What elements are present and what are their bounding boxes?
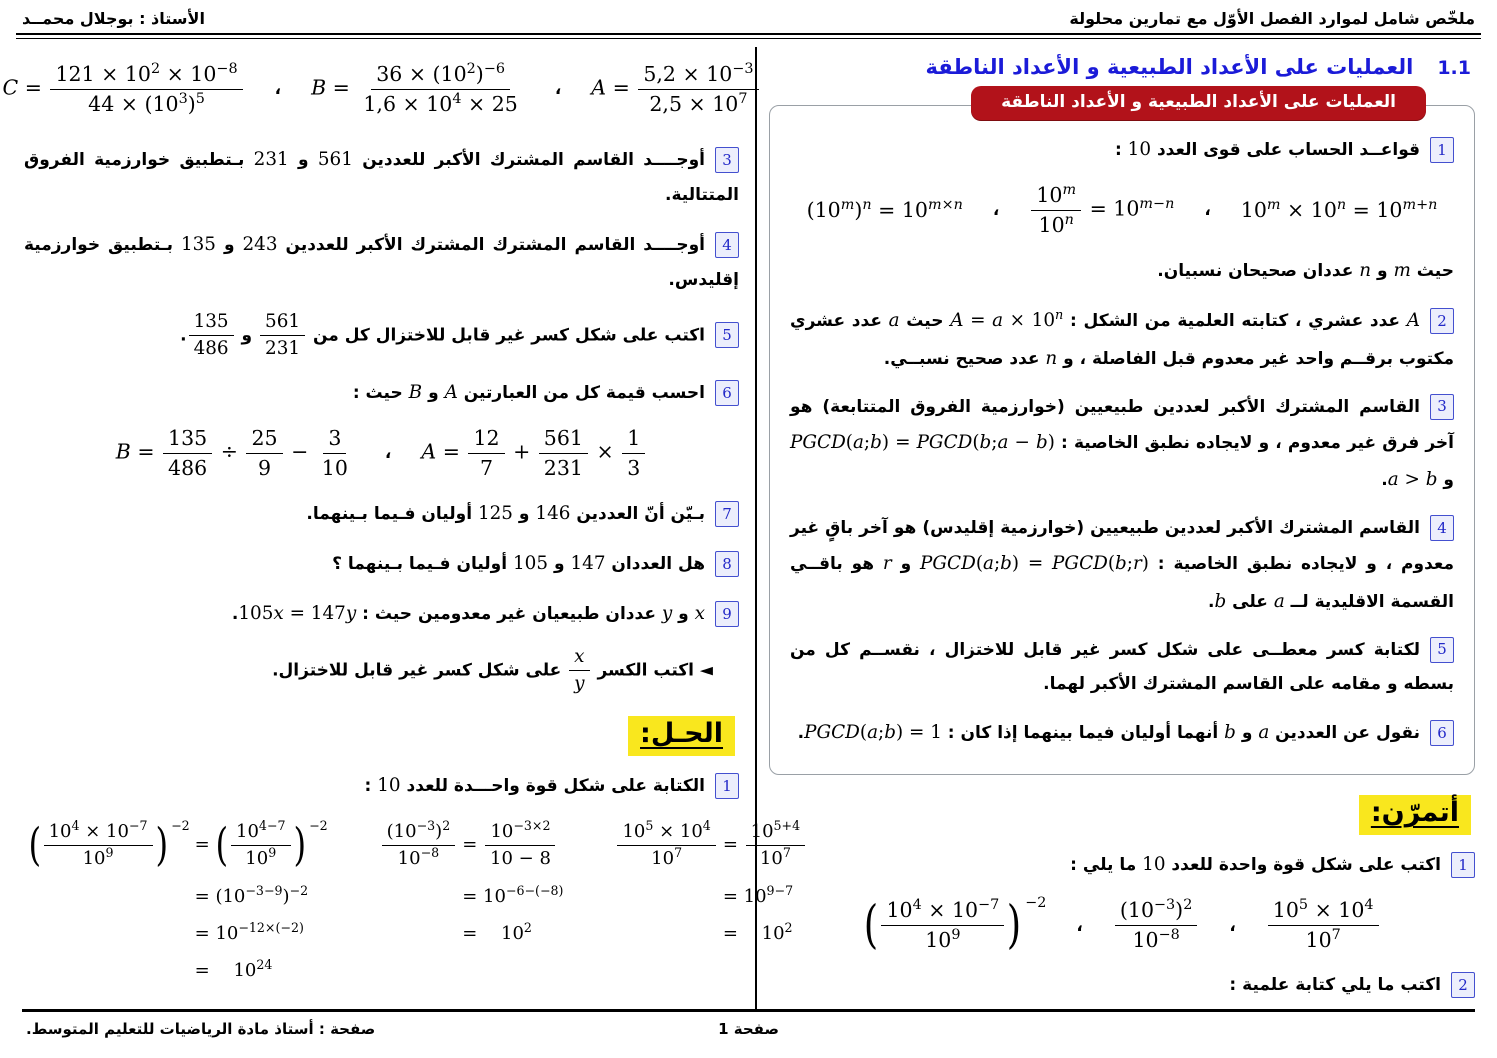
derivation-block [615, 820, 807, 944]
math-expression: 105 [513, 553, 549, 575]
math-expression: y [661, 603, 673, 625]
derivation-lhs [615, 820, 717, 870]
arabic-text: أوليان فـيما بـينهما. [306, 504, 478, 525]
fraction: $\frac{121 \times 10^2 \times 10^{-8}}{44 \times (10^3)^5}$ [50, 61, 242, 117]
arabic-text: عددان طبيعيان غير معدومين حيث : [356, 604, 662, 625]
arabic-text: لكتابة كسر معطــى على شكل كسر غير قابل للاختزال ، نقســم كل من بسطه و مقامه على القاسم المشترك الأكبر لهما. [790, 639, 1454, 694]
math-expression: B [408, 381, 423, 403]
arabic-text: و [1437, 470, 1454, 491]
page-footer [0, 1012, 1497, 1038]
derivation-step: = $(10^{-3-9})^{-2}$ [194, 883, 309, 908]
derivation-step: = $10^{-6-(-8)}$ [462, 883, 564, 908]
arabic-text: . [797, 723, 805, 744]
fraction: $\frac{(10^{-3})^2}{10^{-8}}$ [382, 820, 456, 870]
math-expression: 561 [317, 149, 353, 171]
math-expression: $10^m \times 10^n = 10^{m+n}$ [1240, 197, 1438, 223]
numbered-item [24, 545, 739, 582]
derivation-steps [195, 820, 328, 981]
item-text [24, 545, 739, 582]
item-number-badge: 5 [1430, 637, 1454, 663]
item-text [790, 633, 1454, 702]
two-column-layout [0, 39, 1497, 1009]
math-expression [1266, 897, 1381, 953]
derivation-step: = $\frac{10^{-3\times 2}}{10 - 8}$ [462, 820, 563, 870]
arabic-text: ما يلي : [1070, 855, 1143, 876]
arabic-comma: ، [554, 79, 562, 100]
fraction: $\frac{1}{3}$ [622, 425, 645, 481]
item-text [24, 767, 739, 804]
arabic-text: حيث [1410, 261, 1454, 282]
arabic-text: و [288, 150, 318, 171]
math-expression: a [1273, 590, 1285, 612]
item-text [790, 252, 1454, 289]
exercise-items [24, 141, 739, 696]
math-expression: PGCD(a;b) = PGCD(b;r) [920, 553, 1149, 575]
math-expression [1113, 897, 1199, 953]
derivation-steps [723, 820, 807, 944]
math-expression: 147 [570, 553, 606, 575]
arabic-text: حيث : [352, 382, 409, 403]
item-number-badge: 4 [1430, 515, 1454, 541]
math-expression: n [1045, 347, 1058, 369]
math-expression: PGCD(a;b) = 1 [804, 722, 942, 744]
math-expression: 125 [477, 503, 513, 525]
arabic-text: على شكل كسر غير قابل للاختزال. [272, 660, 568, 681]
math-expression: 10 [1142, 854, 1166, 876]
item-number-badge: 6 [1430, 720, 1454, 746]
math-expression: n [1359, 260, 1372, 282]
item-number-badge: 7 [715, 501, 739, 527]
arabic-text: بـتطبيق خوارزمية الفروق المتتالية. [24, 150, 739, 206]
derivation-block [380, 820, 564, 944]
derivation-step: = $10^{24}$ [194, 957, 273, 982]
item-text [790, 302, 1454, 376]
arabic-text: . [1207, 591, 1215, 612]
fraction: $\frac{3}{10}$ [321, 425, 348, 480]
arabic-text: ◄ اكتب الكسر [591, 660, 713, 681]
numbered-item [790, 714, 1454, 751]
arabic-text: عدد عشري ، كتابته العلمية من الشكل : [1063, 311, 1407, 332]
derivation-lhs [380, 820, 458, 870]
math-expression: x [694, 603, 705, 625]
item-text [790, 131, 1454, 168]
scientific-notation-expressions [2, 61, 754, 117]
arabic-text: القاسم المشترك الأكبر لعددين طبيعيين (خوارزمية إقليدس) هو آخر باقٍ غير معدوم ، و لايجاده نطبق الخاصية : [790, 518, 1455, 575]
arabic-text: أوجــــد القاسم المشترك المشترك الأكبر للعددين [277, 234, 705, 255]
arabic-text: و [422, 382, 445, 403]
derivation-block [28, 820, 328, 981]
item-text [790, 511, 1454, 619]
numbered-item [790, 131, 1454, 289]
arabic-text: الكتابة على شكل قوة واحـــدة للعدد [400, 776, 705, 797]
arabic-comma: ، [1229, 915, 1236, 936]
item-number-badge: 2 [1451, 972, 1475, 998]
fraction: $\frac{10^{5+4}}{10^7}$ [746, 820, 805, 870]
item-text [24, 374, 739, 411]
arabic-text: عددان صحيحان نسبيان. [1157, 261, 1360, 282]
left-column [2, 43, 801, 1009]
numbered-item [24, 767, 739, 804]
math-expression: m [1393, 260, 1411, 282]
summary-banner: العمليات على الأعداد الطبيعية و الأعداد الناطقة [971, 86, 1426, 120]
derivation-row [28, 818, 801, 982]
math-expression [187, 311, 236, 359]
item-text [769, 846, 1475, 883]
arabic-text: اكتب ما يلي كتابة علمية : [1229, 974, 1441, 995]
derivation-step: = $10^2$ [462, 920, 532, 945]
derivation-step: = $\frac{10^{5+4}}{10^7}$ [723, 820, 807, 870]
author-name: الأستاذ : بوجلال محمــد [22, 9, 205, 28]
math-expression: 10 [377, 775, 401, 797]
fraction: $\frac{10^{4-7}}{10^9}$ [231, 820, 290, 870]
math-expression: a > b [1387, 469, 1438, 491]
numbered-item [790, 511, 1454, 619]
arabic-text: بـتطبيق خوارزمية إقليدس. [24, 234, 739, 290]
arabic-text: عدد عشري مكتوب برقــم واحد غير معدوم قبل الفاصلة ، و [790, 311, 1454, 369]
derivation-step: = $10^{9-7}$ [722, 883, 794, 908]
fraction: $\frac{10^4 \times 10^{-7}}{10^9}$ [44, 820, 153, 870]
arabic-text: . [180, 325, 187, 346]
big-parens-group: ( $\frac{10^4 \times 10^{-7}}{10^9}$ ) −2 [28, 818, 190, 872]
math-expression: A = $\frac{12}{7}$ + $\frac{561}{231}$ × $\frac{1}{3}$ [421, 425, 647, 481]
derivation-step: = $10^2$ [722, 920, 793, 945]
item-number-badge: 2 [1430, 308, 1454, 334]
item-number-badge: 5 [715, 322, 739, 348]
fraction: $\frac{10^m}{10^n}$ [1031, 182, 1081, 238]
fraction: $\frac{561}{231}$ [260, 310, 305, 361]
fraction: $\frac{10^4 \times 10^{-7}}{10^9}$ [881, 897, 1004, 953]
fraction: $\frac{25}{9}$ [246, 425, 282, 481]
math-expression: B = $\frac{36 \times (10^2)^{-6}}{1,6 \times 10^4 \times 25}$ [311, 61, 525, 117]
math-row [24, 425, 739, 481]
item-number-badge: 4 [715, 232, 739, 258]
math-expression: A [444, 381, 458, 403]
solution-items [24, 767, 739, 804]
summary-box [769, 92, 1475, 775]
fraction: $\frac{10^{-3\times 2}}{10 - 8}$ [485, 820, 556, 870]
practice-title: أتمرّن: [1359, 795, 1471, 835]
numbered-item [24, 310, 739, 361]
numbered-item [24, 595, 739, 632]
arabic-text: و [548, 554, 571, 575]
math-expression [258, 311, 307, 359]
math-expression: A = $\frac{5,2 \times 10^{-3}}{2,5 \times 10^7}$ [591, 61, 760, 117]
fraction: $\frac{135}{486}$ [163, 425, 212, 481]
arabic-text: القاسم المشترك الأكبر لعددين طبيعيين (خوارزمية الفروق المتتابعة) هو آخر فرق غير معدوم ، و لايجاده نطبق الخاصية : [790, 396, 1455, 453]
numbered-item [790, 633, 1454, 702]
math-expression: 231 [253, 149, 289, 171]
math-expression: 243 [242, 233, 278, 255]
math-expression: b [1224, 722, 1236, 744]
page-number: صفحة 1 [718, 1020, 779, 1038]
arabic-text: نقول عن العددين [1269, 723, 1420, 744]
math-expression: 146 [535, 503, 571, 525]
numbered-item [24, 495, 739, 532]
document-title: ملخّص شامل لموارد الفصل الأوّل مع تمارين محلولة [1069, 9, 1475, 28]
numbered-item [24, 374, 739, 481]
right-column [761, 43, 1477, 1009]
item-text [24, 226, 739, 297]
item-number-badge: 6 [715, 380, 739, 406]
item-text [790, 714, 1454, 751]
arabic-comma: ، [1076, 915, 1083, 936]
math-expression: A [1406, 310, 1421, 332]
arabic-text: و [891, 554, 921, 575]
numbered-item [769, 846, 1475, 956]
item-text [769, 968, 1475, 1002]
derivation-lhs [28, 820, 190, 870]
math-expression: a [1258, 722, 1270, 744]
summary-items [790, 131, 1454, 751]
section-title: العمليات على الأعداد الطبيعية و الأعداد الناطقة [925, 55, 1414, 79]
fraction: $\frac{12}{7}$ [468, 425, 504, 481]
fraction: $\frac{5,2 \times 10^{-3}}{2,5 \times 10^7}$ [638, 61, 758, 117]
arabic-text: أوليان فـيما بـينهما ؟ [332, 554, 513, 575]
arabic-comma: ، [992, 200, 1000, 221]
arabic-text: : [1114, 140, 1128, 160]
big-parens-group: ( $\frac{10^{4-7}}{10^9}$ ) −2 [215, 818, 328, 872]
math-expression [863, 895, 1047, 956]
practice-items [769, 846, 1475, 1002]
item-text [24, 595, 739, 632]
arabic-text: و [235, 325, 259, 346]
math-expression: PGCD(a;b) = PGCD(b;a − b) [790, 431, 1055, 453]
numbered-item [24, 226, 739, 297]
item-number-badge: 1 [715, 773, 739, 799]
page-header [0, 0, 1497, 30]
fraction: $\frac{x}{y}$ [569, 645, 589, 696]
arabic-text: احسب قيمة كل من العبارتين [457, 382, 705, 403]
math-expression: $A = a \times 10^n$ [950, 308, 1064, 332]
item-number-badge: 9 [715, 601, 739, 627]
math-expression: $(10^m)^n = 10^{m\times n}$ [806, 197, 963, 223]
math-expression: b [1214, 590, 1227, 612]
item-number-badge: 8 [715, 551, 739, 577]
math-expression: 135 [180, 233, 216, 255]
math-expression: C = $\frac{121 \times 10^2 \times 10^{-8}}{44 \times (10^3)^5}$ [3, 61, 245, 117]
fraction: $\frac{10^5 \times 10^4}{10^7}$ [617, 820, 715, 870]
arabic-text: قواعــد الحساب على قوى العدد [1151, 140, 1420, 160]
arabic-text: . [1381, 470, 1388, 491]
section-heading [769, 55, 1471, 79]
numbered-item [790, 302, 1454, 376]
footer-note: صفحة : أستاذ مادة الرياضيات للتعليم المتوسط. [26, 1020, 376, 1038]
derivation-step: = $10^{-12\times(-2)}$ [194, 920, 304, 945]
arabic-text: أوجــــد القاسم المشترك الأكبر للعددين [352, 150, 705, 171]
math-expression: 10 [1127, 139, 1152, 160]
math-expression: r [882, 553, 892, 575]
item-number-badge: 1 [1430, 137, 1454, 163]
derivation-steps [462, 820, 563, 944]
fraction: $\frac{135}{486}$ [189, 310, 234, 361]
derivation-step: = ( $\frac{10^{4-7}}{10^9}$ ) −2 [194, 818, 328, 872]
arabic-text: و [215, 234, 243, 255]
arabic-text: أنهما أوليان فيما بينهما إذا كان : [941, 723, 1225, 744]
numbered-item [769, 968, 1475, 1002]
math-expression: $\frac{10^m}{10^n}$ = $10^{m-n}$ [1029, 182, 1174, 238]
item-number-badge: 3 [1430, 394, 1454, 420]
solution-title: الحـل: [628, 716, 735, 756]
item-number-badge: 3 [715, 147, 739, 173]
fraction: $\frac{10^5 \times 10^4}{10^7}$ [1268, 897, 1379, 953]
math-row [790, 182, 1454, 238]
arabic-text: . [231, 604, 239, 625]
arabic-text: : [364, 776, 378, 797]
item-text [24, 645, 713, 696]
item-text [24, 141, 739, 212]
numbered-item [24, 141, 739, 212]
math-expression [567, 646, 591, 695]
numbered-item [24, 645, 739, 696]
arabic-comma: ، [384, 443, 392, 464]
item-text [790, 390, 1454, 498]
arabic-text: اكتب على شكل قوة واحدة للعدد [1165, 855, 1441, 876]
arabic-comma: ، [274, 79, 282, 100]
fraction: $\frac{(10^{-3})^2}{10^{-8}}$ [1115, 897, 1197, 953]
arabic-text: عدد صحيح نسبــي. [883, 348, 1046, 369]
arabic-text: و [672, 604, 695, 625]
math-row [769, 895, 1475, 956]
arabic-comma: ، [1204, 200, 1211, 221]
math-expression: a [888, 310, 900, 332]
arabic-text: هو باقــي القسمة الاقليدية لــ [790, 554, 1454, 612]
arabic-text: بـيّن أنّ العددين [570, 504, 705, 525]
fraction: $\frac{36 \times (10^2)^{-6}}{1,6 \times 10^4 \times 25}$ [363, 61, 518, 116]
math-expression: B = $\frac{135}{486}$ ÷ $\frac{25}{9}$ − $\frac{3}{10}$ [116, 425, 355, 481]
numbered-item [790, 390, 1454, 498]
fraction: $\frac{561}{231}$ [539, 425, 588, 481]
item-number-badge: 1 [1451, 852, 1475, 878]
section-number: 1.1 [1437, 57, 1471, 79]
math-expression: 105x = 147y [238, 603, 357, 625]
arabic-text: اكتب على شكل كسر غير قابل للاختزال كل من [307, 325, 705, 346]
arabic-text: و [1235, 723, 1259, 744]
big-parens-group: ( $\frac{10^4 \times 10^{-7}}{10^9}$ ) −2 [864, 895, 1047, 956]
arabic-text: حيث [899, 311, 951, 332]
arabic-text: على [1226, 591, 1274, 612]
arabic-text: و [1371, 261, 1394, 282]
arabic-text: و [512, 504, 536, 525]
arabic-text: هل العددان [605, 554, 705, 575]
item-text [24, 495, 739, 532]
item-text [24, 310, 739, 361]
